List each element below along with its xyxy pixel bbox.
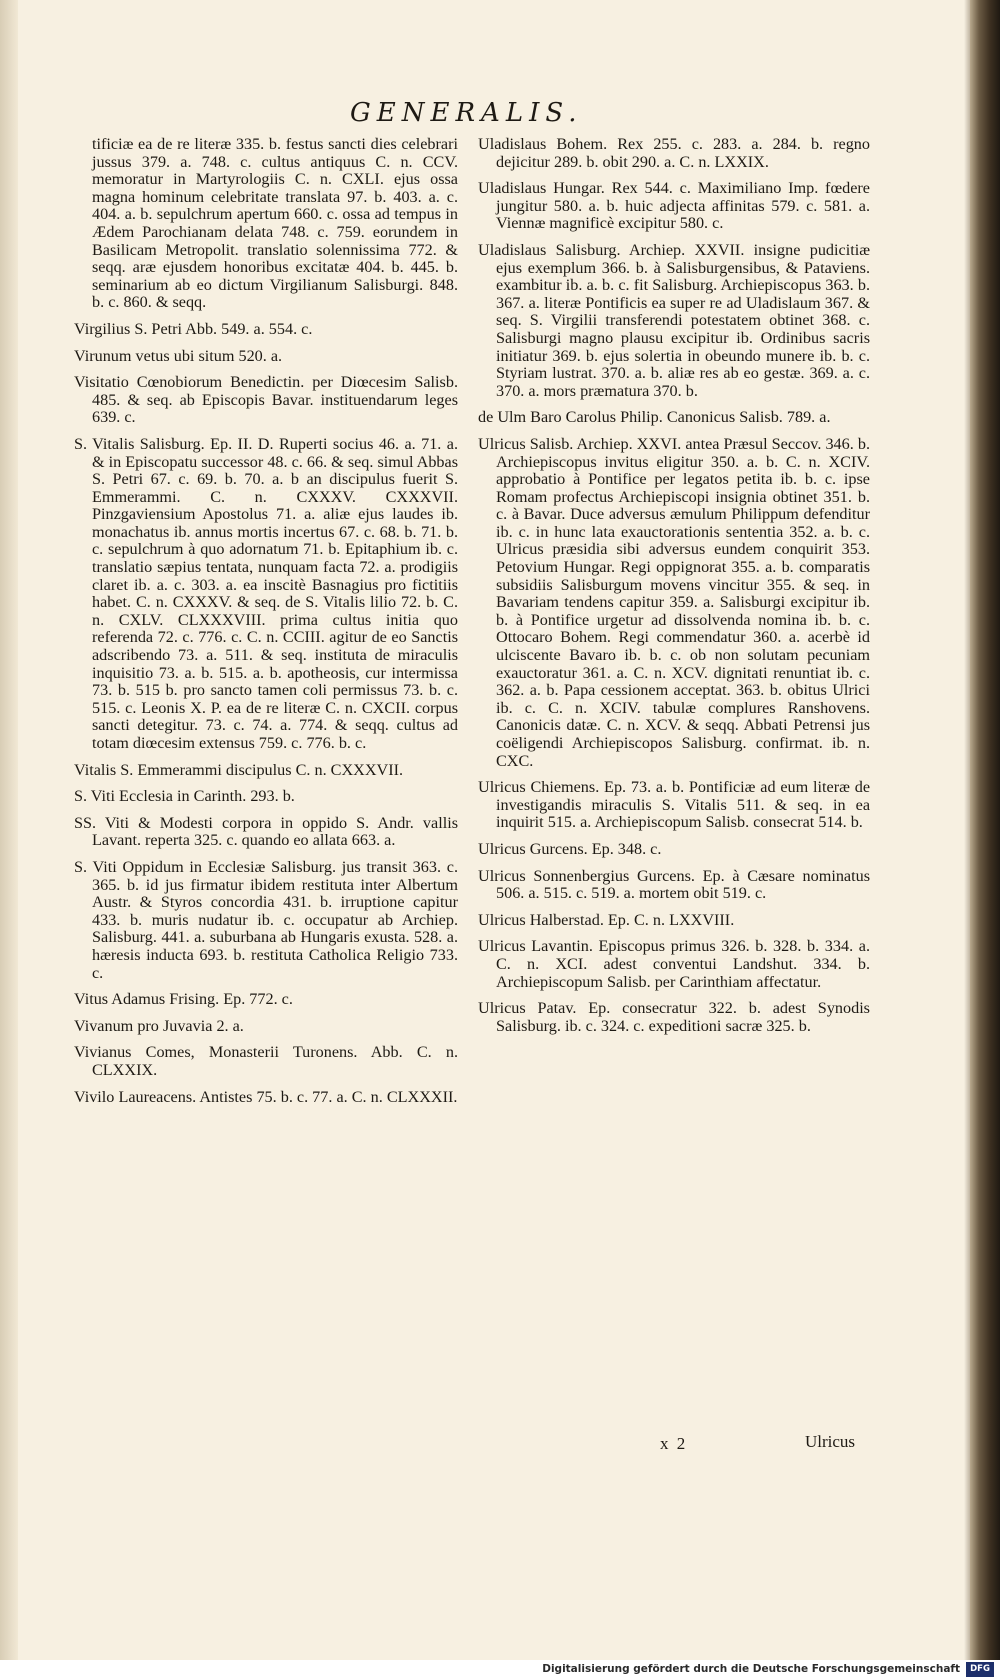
index-entry: S. Vitalis Salisburg. Ep. II. D. Ruperti socius 46. a. 71. a. & in Episcopatu successor 48. c. 66. & seq. simul Abbas S. Petri 67. c. 69. b. 70. a. b an discipulus fuerit S. Emmerammi. C. n. CXXXV. CXXXVII. Pinzgaviensium Apostolus 71. a. aliæ ejus laudes ib. monachatus ib. annus mortis incertus 67. c. 68. b. 71. b. c. sepulchrum à quo adornatum 71. b. Epitaphium ib. c. translatio sæpius tentata, nunquam facta 72. a. prodigiis claret ib. a. c. 303. a. ea inscitè Basnagius pro fictitiis habet. C. n. CXXXV. & seq. de S. Vitalis lilio 72. b. C. n. CXLV. CLXXXVIII. prima cultus initia quo referenda 72. c. 776. c. C. n. CCIII. agitur de eo Sanctis adscribendo 73. a. 511. & seq. instituta de miraculis inquisitio 73. a. b. 515. a. b. apotheosis, cur intermissa 73. b. 515 b. pro sancto tamen coli permissus 73. b. c. 515. c. Leonis X. P. ea de re literæ C. n. CXCII. corpus sancti detegitur. 73. c. 74. a. 774. & seqq. cultus ad totam diœcesim extensus 759. c. 776. b. c. [74,434,458,752]
index-column-left [74,136,458,1115]
index-entry: Ulricus Gurcens. Ep. 348. c. [478,839,662,858]
page-edge [970,0,1000,1660]
index-entry: Ulricus Lavantin. Episcopus primus 326. b. 328. b. 334. a. C. n. XCI. adest conventui Landshut. 334. b. Archiepiscopum Salisb. per Carinthiam affectatur. [478,937,870,991]
page-binding [0,0,18,1660]
index-entry: Ulricus Salisb. Archiep. XXVI. antea Præsul Seccov. 346. b. Archiepiscopus invitus eligitur 350. a. b. C. n. XCIV. approbatio à Pontifice per legatos petita ib. b. c. ipse Romam profectus Archiepiscopi insignia obtinet 351. b. c. à Bavar. Duce adversus æmulum Philippum defenditur ib. c. in hunc lata exauctorationis sententia 352. a. b. c. Ulricus præsidia sibi adversus eundem conquirit 353. Petovium Hungar. Regi oppignorat 355. a. b. comparatis subsidiis Salisburgum movens vincitur 355. & seq. in Bavariam tendens capitur 359. a. Salisburgi excipitur ib. b. à Pontifice urgetur ad dissolvenda nomina ib. b. c. Ottocaro Bohem. Regi commendatur 360. a. acerbè id ulciscente Bavaro ib. b. c. ob non solutam pecuniam exauctoratur 361. a. C. n. XCV. dignitati renuntiat ib. c. 362. a. b. Papa cessionem acceptat. 363. b. obitus Ulrici ib. c. C. n. XCIV. tabulæ complures Ranshovens. Canonicis datæ. C. n. XCV. & seqq. Abbati Petrensi jus coëligendi Archiepiscopos Salisburg. confirmat. ib. n. CXC. [478,434,870,770]
index-entry: SS. Viti & Modesti corpora in oppido S. Andr. vallis Lavant. reperta 325. c. quando eo allata 663. a. [74,813,458,850]
index-entry: Vitalis S. Emmerammi discipulus C. n. CXXXVII. [74,760,404,779]
index-entry: Visitatio Cœnobiorum Benedictin. per Diœcesim Salisb. 485. & seq. ab Episcopis Bavar. instituendarum leges 639. c. [74,373,458,427]
index-entry: Vivanum pro Juvavia 2. a. [74,1016,244,1035]
dfg-logo: DFG [966,1662,994,1677]
index-entry: Ulricus Chiemens. Ep. 73. a. b. Pontificiæ ad eum literæ de investigandis miraculis S. Vitalis 511. & seq. in ea inquirit 515. a. Archiepiscopum Salisb. consecrat 514. b. [478,778,870,832]
running-header: GENERALIS. [350,98,583,128]
index-entry: Ulricus Halberstad. Ep. C. n. LXXVIII. [478,910,735,929]
index-entry: Uladislaus Bohem. Rex 255. c. 283. a. 284. b. regno dejicitur 289. b. obit 290. a. C. n. LXXIX. [478,135,870,171]
index-entry: Ulricus Sonnenbergius Gurcens. Ep. à Cæsare nominatus 506. a. 515. c. 519. a. mortem obit 519. c. [478,866,870,903]
catchword: Ulricus [805,1432,856,1451]
index-entry: Vitus Adamus Frising. Ep. 772. c. [74,990,293,1009]
index-entry: tificiæ ea de re literæ 335. b. festus sancti dies celebrari jussus 379. a. 748. c. cultus antiquus C. n. CCV. memoratur in Martyrologiis C. n. CXLI. ejus ossa magna hominum celebritate translata 97. b. 403. a. c. 404. a. b. sepulchrum apertum 660. c. ossa ad tempus in Ædem Parochianam delata 748. c. 759. eorundem in Basilicam Metropolit. translatio solennissima 772. & seqq. aræ ejusdem honoribus excitatæ 404. b. 445. b. seminarium ab eo dictum Virgilianum Salisburgi. 848. b. c. 860. & seqq. [92,135,458,312]
index-entry: Uladislaus Hungar. Rex 544. c. Maximiliano Imp. fœdere jungitur 580. a. b. huic adjecta affinitas 579. c. 581. a. Viennæ magnificè excipitur 580. c. [478,179,870,233]
index-entry: de Ulm Baro Carolus Philip. Canonicus Salisb. 789. a. [478,408,831,427]
digitization-footer [0,1660,1000,1680]
index-entry: Virunum vetus ubi situm 520. a. [74,346,283,365]
index-entry: Ulricus Patav. Ep. consecratur 322. b. adest Synodis Salisburg. ib. c. 324. c. expeditioni sacræ 325. b. [478,999,870,1035]
index-entry: S. Viti Ecclesia in Carinth. 293. b. [74,787,295,806]
signature-mark: x 2 [660,1434,688,1453]
index-column-right [478,136,870,1044]
index-entry: Vivilo Laureacens. Antistes 75. b. c. 77. a. C. n. CLXXXII. [74,1087,458,1106]
index-entry: Virgilius S. Petri Abb. 549. a. 554. c. [74,319,313,338]
index-entry: S. Viti Oppidum in Ecclesiæ Salisburg. jus transit 363. c. 365. b. id jus firmatur ibidem restituta inter Albertum Austr. & Styros concordia 431. b. irruptione capitur 433. b. muris nudatur ib. c. occupatur ab Archiep. Salisburg. 441. a. suburbana ab Hungaris exusta. 528. a. hæresis inducta 693. b. restituta Catholica Religio 733. c. [74,857,458,982]
funding-notice: Digitalisierung gefördert durch die Deutsche Forschungsgemeinschaft [542,1663,960,1675]
index-entry: Vivianus Comes, Monasterii Turonens. Abb. C. n. CLXXIX. [74,1043,458,1079]
index-entry: Uladislaus Salisburg. Archiep. XXVII. insigne pudicitiæ ejus exemplum 366. b. à Salisburgensibus, & Pataviens. exambitur ib. a. b. c. fit Salisburg. Archiepiscopus 363. b. 367. a. literæ Pontificis ea super re ad Uladislaum 367. & seq. S. Virgilii transferendi potestatem obtinet 368. c. Salisburgi magno plausu excipitur ib. Ordinibus sacris initiatur 369. b. ejus solertia in obeundo munere ib. b. c. Styriam lustrat. 370. a. b. aliæ res ab eo gestæ. 369. a. c. 370. a. mors præmatura 370. b. [478,240,870,400]
